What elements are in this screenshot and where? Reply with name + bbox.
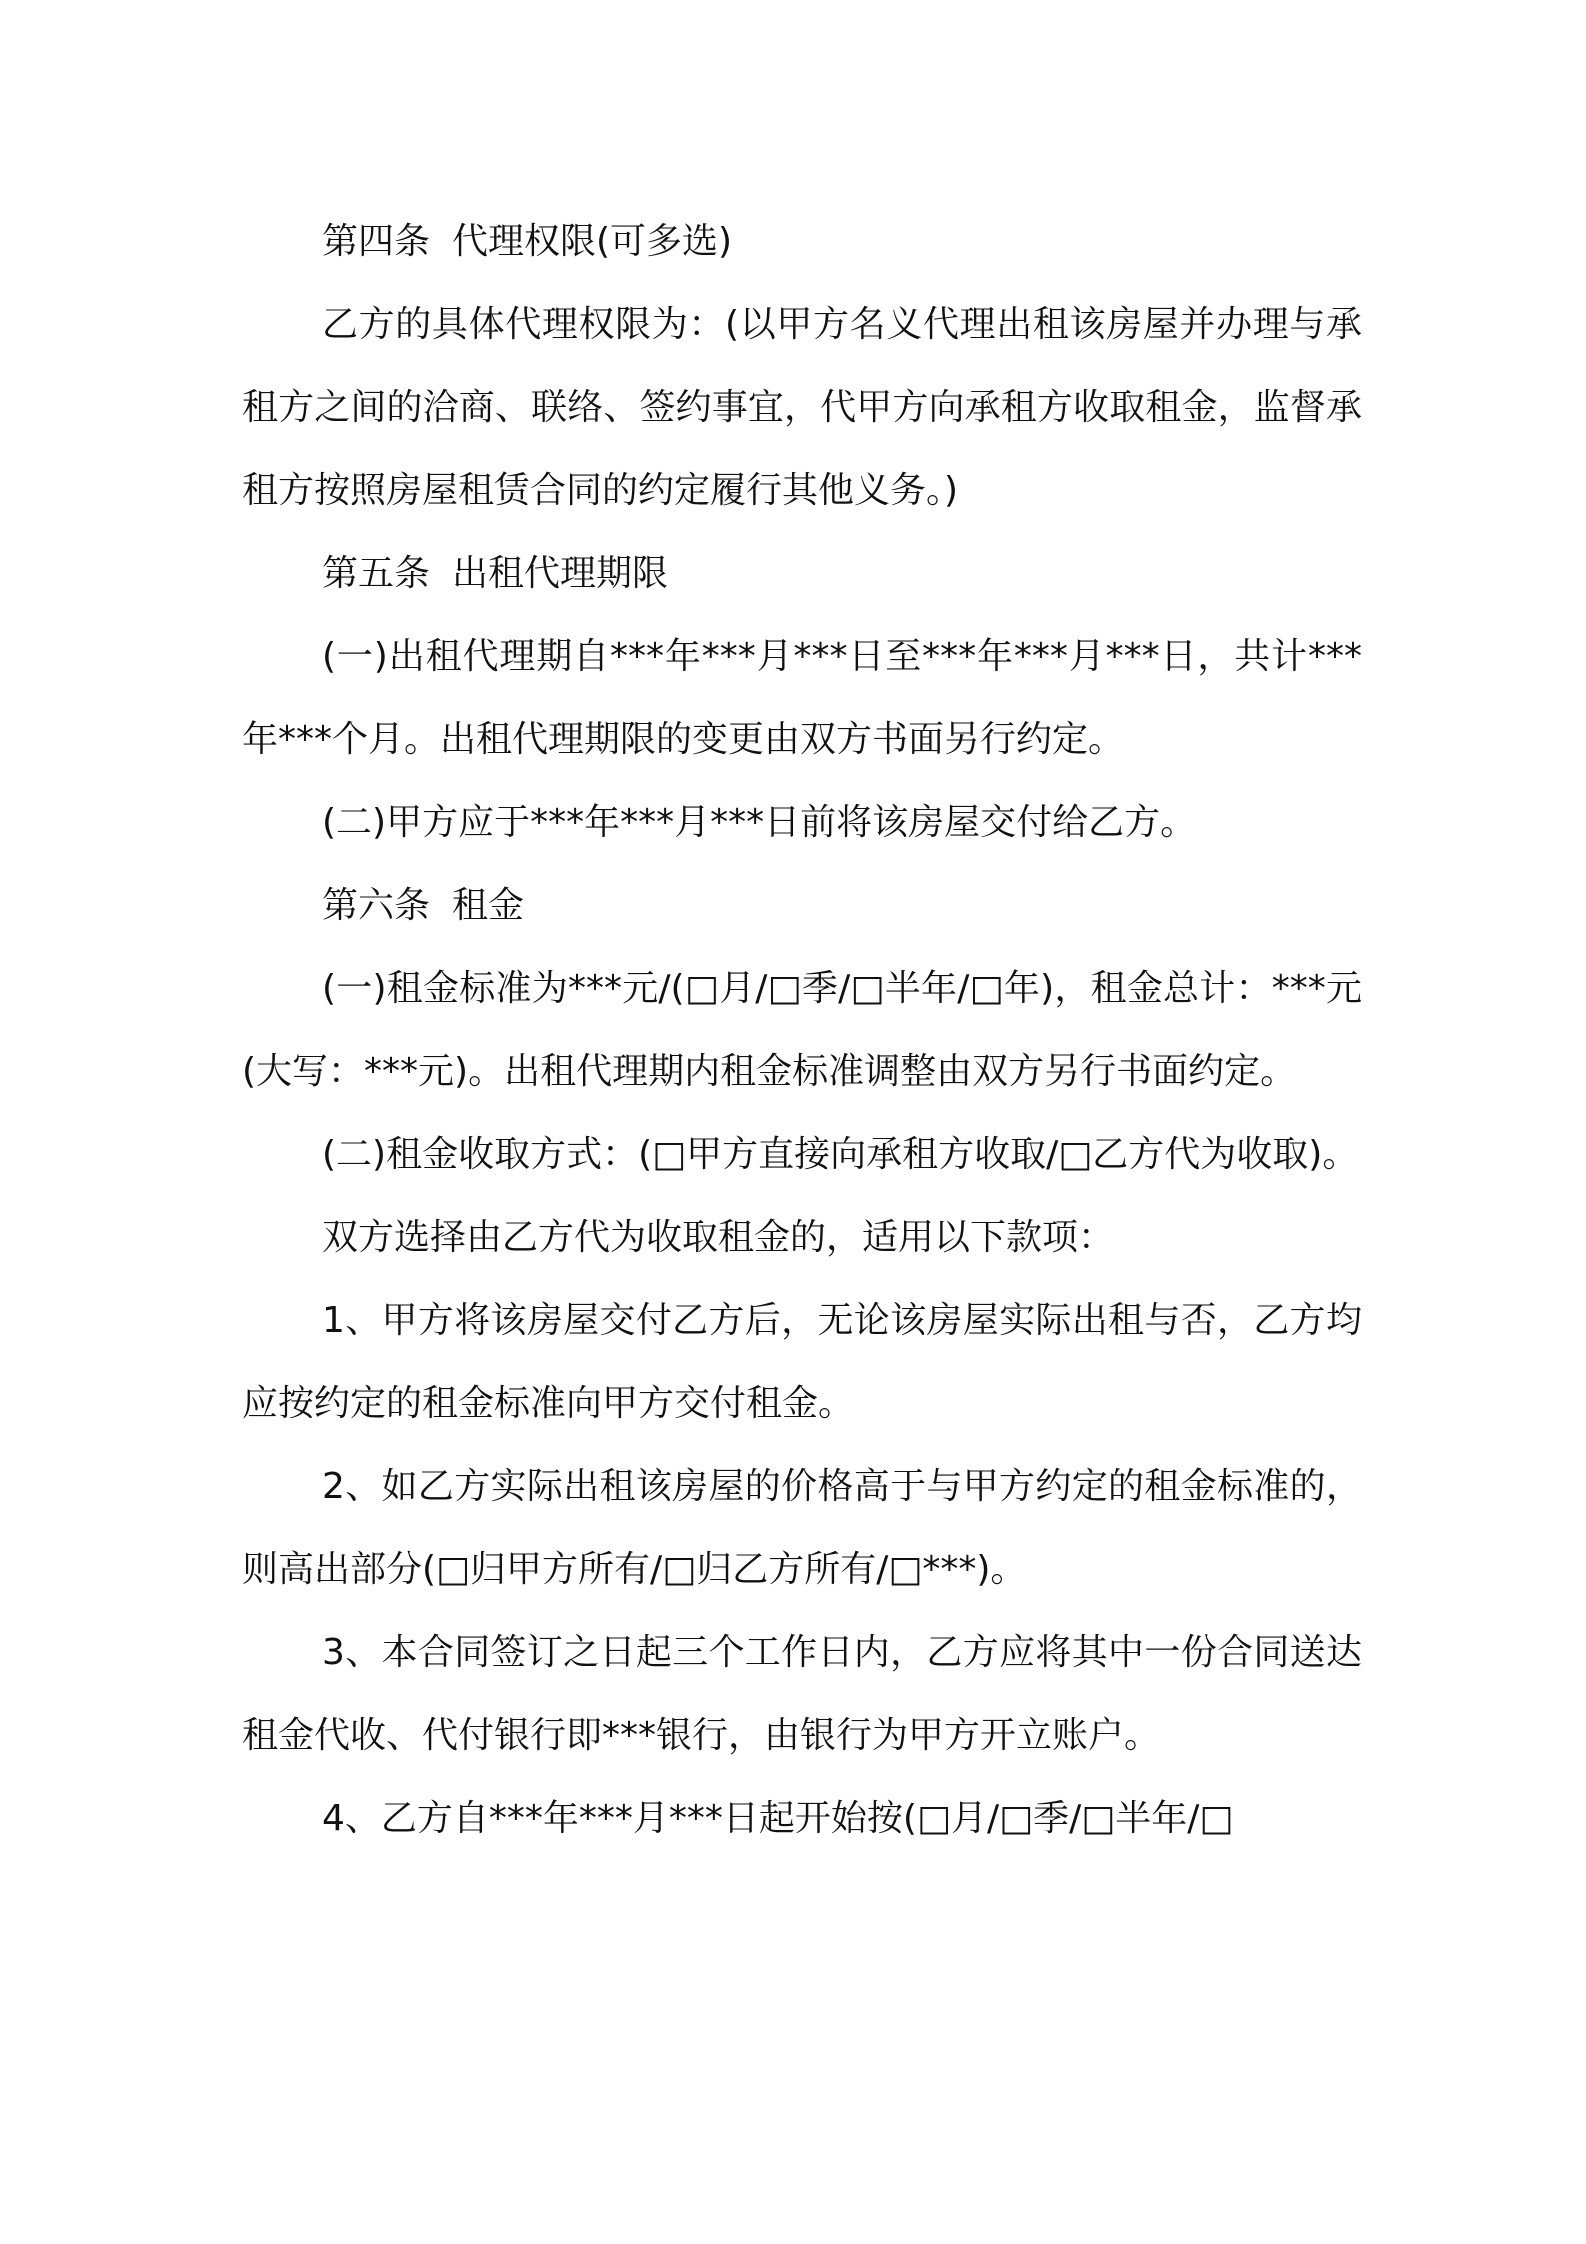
article-5-heading — [242, 532, 1362, 615]
clause-4-paragraph: 4、乙方自***年***月***日起开始按(□月/□季/□半年/□ — [322, 1798, 1234, 1839]
article-6-heading — [242, 864, 1362, 947]
clause-1-paragraph: 1、甲方将该房屋交付乙方后，无论该房屋实际出租与否，乙方均应按约定的租金标准向甲方交付租金。 — [242, 1300, 1362, 1424]
rent-standard-paragraph: (一)租金标准为***元/(□月/□季/□半年/□年)，租金总计：***元(大写：***元)。出租代理期内租金标准调整由双方另行书面约定。 — [242, 968, 1362, 1092]
applicable-terms-paragraph: 双方选择由乙方代为收取租金的，适用以下款项： — [322, 1217, 1115, 1258]
rent-collection-method-paragraph: (二)租金收取方式：(□甲方直接向承租方收取/□乙方代为收取)。 — [322, 1134, 1359, 1175]
article-number: 第六条 — [322, 885, 431, 926]
clause-3-paragraph: 3、本合同签订之日起三个工作日内，乙方应将其中一份合同送达租金代收、代付银行即***银行，由银行为甲方开立账户。 — [242, 1632, 1362, 1756]
agency-period-paragraph: (一)出租代理期自***年***月***日至***年***月***日，共计***年***个月。出租代理期限的变更由双方书面另行约定。 — [242, 636, 1362, 760]
agency-scope-paragraph: 乙方的具体代理权限为：(以甲方名义代理出租该房屋并办理与承租方之间的洽商、联络、签约事宜，代甲方向承租方收取租金，监督承租方按照房屋租赁合同的约定履行其他义务。) — [242, 304, 1362, 511]
article-number: 第四条 — [322, 221, 431, 262]
article-title: 出租代理期限 — [452, 553, 669, 594]
article-title: 租金 — [452, 885, 525, 926]
article-title: 代理权限(可多选) — [452, 221, 733, 262]
handover-date-paragraph: (二)甲方应于***年***月***日前将该房屋交付给乙方。 — [322, 802, 1197, 843]
document-body — [242, 200, 1362, 1860]
article-4-heading — [242, 200, 1362, 283]
clause-2-paragraph: 2、如乙方实际出租该房屋的价格高于与甲方约定的租金标准的，则高出部分(□归甲方所有/□归乙方所有/□***)。 — [242, 1466, 1362, 1590]
article-number: 第五条 — [322, 553, 431, 594]
